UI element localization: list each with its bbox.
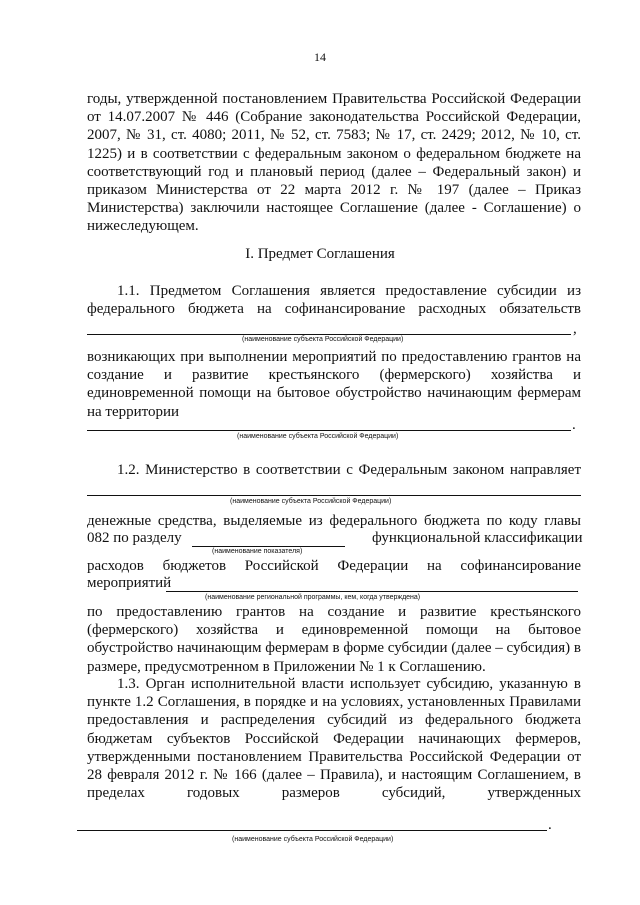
paragraph-1-2-line2-right bbox=[372, 530, 581, 547]
text-line: 1225) и в соответствии с федеральным законом о федеральном бюджете на bbox=[87, 145, 581, 162]
caption-subject: (наименование субъекта Российской Федерации) bbox=[242, 336, 404, 343]
text-line: возникающих при выполнении мероприятий по предоставлению грантов на bbox=[87, 349, 581, 365]
text-line: 2007, № 31, ст. 4080; 2011, № 52, ст. 7583; № 17, ст. 2429; 2012, № 10, ст. bbox=[87, 127, 581, 144]
text-line: денежные средства, выделяемые из федерального бюджета по коду главы bbox=[87, 513, 581, 529]
paragraph-1-1-continued bbox=[87, 348, 581, 421]
blank-line-subject bbox=[87, 334, 571, 335]
text-line: годы, утвержденной постановлением Правительства Российской Федерации bbox=[87, 91, 581, 107]
text-line: 1.3. Орган исполнительной власти использует субсидию, указанную в bbox=[117, 676, 581, 692]
text-line: предоставления и распределения субсидий из федерального бюджета bbox=[87, 712, 581, 729]
paragraph-1-2 bbox=[87, 461, 581, 479]
paragraph-1-1 bbox=[87, 282, 581, 318]
paragraph-1-2-line4 bbox=[87, 575, 581, 592]
text-line: от 14.07.2007 № 446 (Собрание законодательства Российской Федерации, bbox=[87, 109, 581, 126]
caption-subject: (наименование субъекта Российской Федерации) bbox=[237, 433, 399, 440]
text-line: по предоставлению грантов на создание и развитие крестьянского bbox=[87, 604, 581, 620]
blank-line-recipient bbox=[87, 495, 581, 496]
blank-line-program bbox=[166, 591, 578, 592]
text-line: 28 февраля 2012 г. № 166 (далее – Правила), и настоящим Соглашением, в bbox=[87, 767, 581, 784]
text-line: на территории bbox=[87, 403, 180, 420]
paragraph-1-2-continued bbox=[87, 603, 581, 676]
text-line: соответствующий год и плановый период (далее – Федеральный закон) и bbox=[87, 163, 581, 180]
text-line: (фермерского) хозяйства и единовременной помощи на бытовое bbox=[87, 622, 581, 639]
text-line: бюджетам субъектов Российской Федерации начинающих фермеров, bbox=[87, 730, 581, 747]
text-line: Министерства) заключили настоящее Соглашение (далее - Соглашение) о bbox=[87, 200, 581, 217]
blank-line-territory bbox=[87, 430, 571, 431]
text-line: 1.1. Предметом Соглашения является предоставление субсидии из bbox=[117, 283, 581, 299]
text-line: нижеследующем. bbox=[87, 218, 199, 235]
text-line: пункте 1.2 Соглашения, в порядке и на условиях, установленных Правилами bbox=[87, 694, 581, 711]
caption-program: (наименование региональной программы, кем, когда утверждена) bbox=[205, 594, 421, 601]
caption-subject: (наименование субъекта Российской Федерации) bbox=[230, 498, 392, 505]
text-line: размере, предусмотренном в Приложении № 1 к Соглашению. bbox=[87, 658, 486, 675]
text-line: федерального бюджета на софинансирование расходных обязательств bbox=[87, 301, 581, 318]
text-fragment: 082 по разделу bbox=[87, 530, 182, 546]
text-fragment: мероприятий bbox=[87, 575, 172, 591]
comma-mark: , bbox=[573, 321, 577, 337]
text-line: пределах годовых размеров субсидий, утвержденных bbox=[87, 785, 581, 802]
text-line: 1.2. Министерство в соответствии с Федеральным законом направляет bbox=[117, 462, 581, 478]
section-title: I. Предмет Соглашения bbox=[245, 246, 395, 262]
text-line: обустройство начинающим фермерам в форме субсидии (далее – субсидия) в bbox=[87, 640, 581, 657]
paragraph-1-3 bbox=[87, 675, 581, 802]
page-number: 14 bbox=[314, 50, 326, 64]
paragraph-1-2-line1 bbox=[87, 512, 581, 530]
text-line: единовременной помощи на бытовое обустройство начинающим фермерам bbox=[87, 385, 581, 402]
paragraph-1-2-line3 bbox=[87, 557, 581, 575]
intro-paragraph bbox=[87, 90, 581, 236]
text-line: создание и развитие крестьянского (фермерского) хозяйства и bbox=[87, 367, 581, 384]
text-fragment: функциональной классификации bbox=[372, 530, 583, 546]
period-mark: . bbox=[572, 417, 576, 433]
caption-subject: (наименование субъекта Российской Федерации) bbox=[232, 836, 394, 843]
blank-line-section-code bbox=[192, 546, 345, 547]
caption-indicator: (наименование показателя) bbox=[212, 548, 303, 555]
text-line: расходов бюджетов Российской Федерации на софинансирование bbox=[87, 558, 581, 574]
text-line: утвержденными постановлением Правительства Российской Федерации от bbox=[87, 748, 581, 765]
text-line: приказом Министерства от 22 марта 2012 г. № 197 (далее – Приказ bbox=[87, 182, 581, 199]
period-mark: . bbox=[548, 817, 552, 833]
blank-line-approved-by bbox=[77, 830, 547, 831]
